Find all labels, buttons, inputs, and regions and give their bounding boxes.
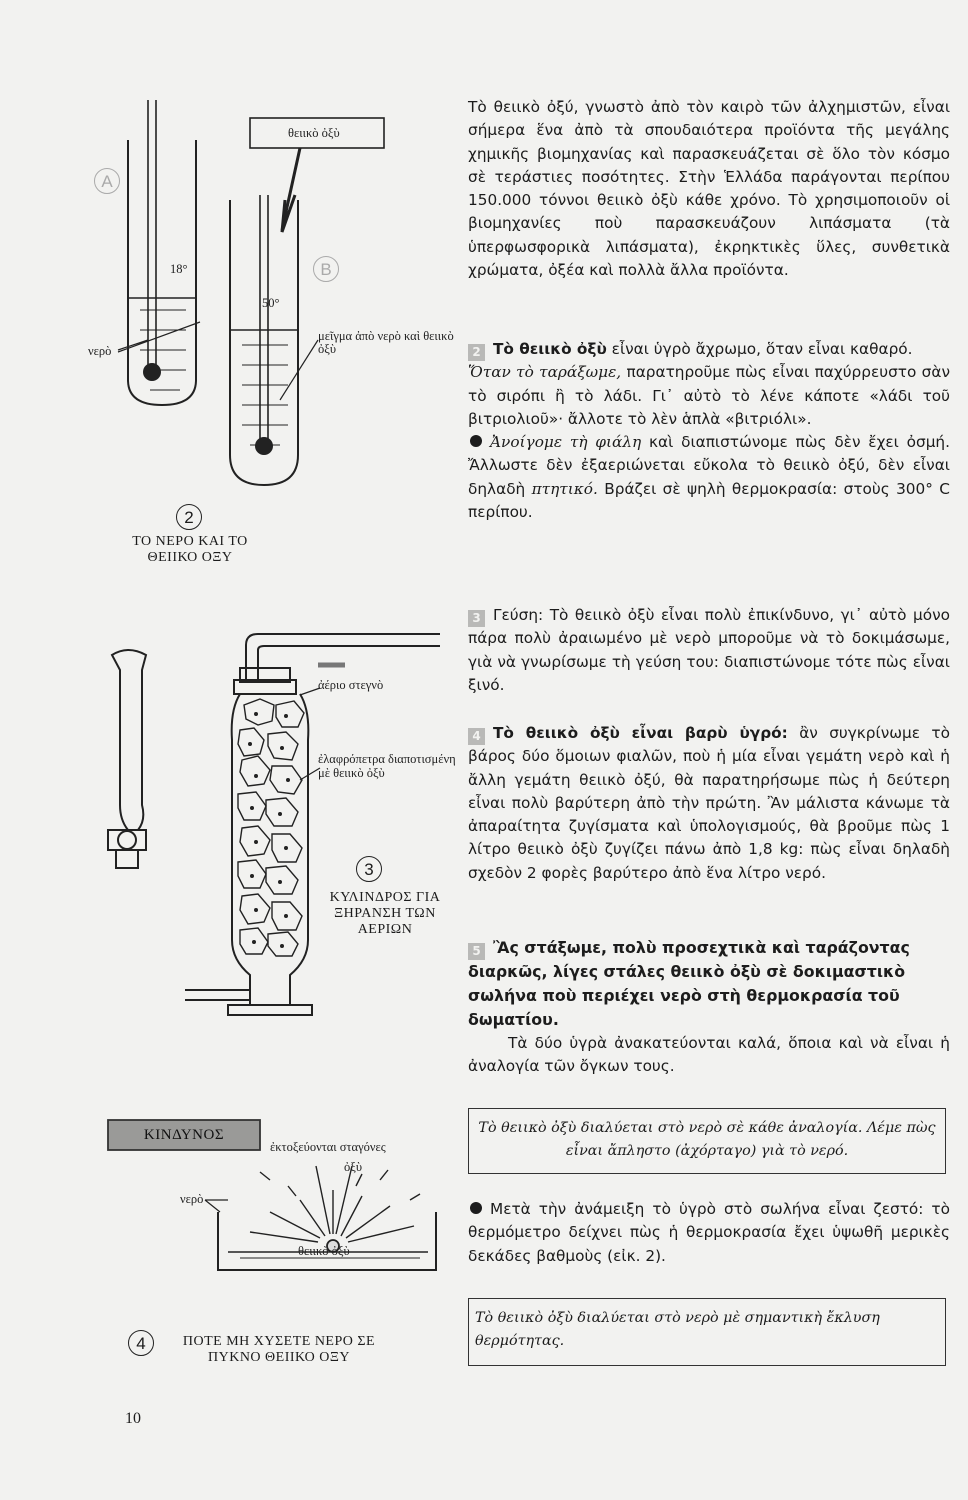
fig2-acid-label: θειικὸ ὀξὺ (288, 126, 340, 140)
fig2-mixture-label: μεῖγμα ἀπὸ νερὸ καὶ θειικὸ ὀξὺ (318, 329, 454, 356)
figure-3-drawing (108, 634, 440, 1015)
fig2-temp-a: 18° (170, 262, 188, 276)
danger-label: ΚΙΝΔΥΝΟΣ (143, 1127, 225, 1143)
note-box-1: Τὸ θειικὸ ὀξὺ διαλύεται στὸ νερὸ σὲ κάθε ἀναλογία. Λέμε πὼς εἶναι ἄπληστο (ἀχόρταγο) γιὰ τὸ νερό. (468, 1108, 946, 1174)
fig3-pumice-label: ἐλαφρόπετρα διαποτισμένη μὲ θειικὸ ὀξὺ (318, 752, 456, 780)
fig2-marker-b: B (313, 256, 339, 282)
fig3-number: 3 (356, 856, 382, 882)
intro-paragraph: Τὸ θειικὸ ὀξύ, γνωστὸ ἀπὸ τὸν καιρὸ τῶν ἀλχημιστῶν, εἶναι σήμερα ἕνα ἀπὸ τὰ σπουδαιότερα προϊόντα τῆς μεγάλης χημικῆς βιομηχανίας καὶ παρασκευάζεται σὲ ὅλο τὸν κόσμο σὲ τεράστιες ποσότητες. Στὴν Ἑλλάδα παράγονται περίπου 150.000 τόννοι θειικὸ ὀξὺ κάθε χρόνο. Τὸ χρησιμοποιοῦν οἱ βιομηχανίες ποὺ παρασκευάζουν λιπάσματα (τὰ ὑπερφωσφορικὰ λιπάσματα), ἐκρηκτικὲς ὕλες, συνθετικὰ χρώματα, ὀξέα καὶ πολλὰ ἄλλα προϊόντα. (468, 98, 950, 280)
section-5: 5 Ἂς στάξωμε, πολὺ προσεχτικὰ καὶ ταράζοντας διαρκῶς, λίγες στάλες θειικὸ ὀξὺ σὲ δοκιμαστικὸ σωλήνα ποὺ περιέχει νερὸ στὴ θερμοκρασία τοῦ δωματίου. Τὰ δύο ὑγρὰ ἀνακατεύονται καλά, ὅποια καὶ νὰ εἶναι ἡ ἀναλογία τῶν ὄγκων τους. (468, 938, 950, 1076)
fig2-number: 2 (176, 504, 202, 530)
fig2-water-label: νερὸ (88, 344, 112, 358)
fig2-caption: ΤΟ ΝΕΡΟ ΚΑΙ ΤΟ ΘΕΙΙΚΟ ΟΞΥ (132, 534, 248, 565)
note-box-2: Τὸ θειικὸ ὀξὺ διαλύεται στὸ νερὸ μὲ σημαντικὴ ἔκλυση θερμότητας. (468, 1298, 946, 1366)
fig3-dry-air-label: ἀέριο στεγνὸ (318, 678, 384, 692)
bullet-icon (470, 435, 482, 447)
page-number: 10 (125, 1410, 141, 1427)
fig4-acid-label: θειικὸ ὀξὺ (298, 1244, 350, 1258)
section-4: 4 Τὸ θειικὸ ὀξὺ εἶναι βαρὺ ὑγρό: ἂν συγκρίνωμε τὸ βάρος δύο ὅμοιων φιαλῶν, ποὺ ἡ μία εἶναι γεμάτη νερὸ καὶ ἡ ἄλλη γεμάτη θειικὸ ὀξύ, θὰ παρατηρήσωμε πὼς ἡ δεύτερη εἶναι πολὺ βαρύτερη ἀπὸ τὴν πρώτη. Ἂν μάλιστα κάνωμε τὰ ἀπαραίτητα ζυγίσματα καὶ ὑπολογισμούς, θὰ βροῦμε πὼς 1 λίτρο θειικὸ ὀξὺ ζυγίζει πάνω ἀπὸ 1,8 kg: πὼς εἶναι δηλαδὴ σχεδὸν 2 φορὲς βαρύτερο ἀπὸ ἕνα λίτρο νερό. (468, 724, 950, 882)
bullet-icon (470, 1202, 482, 1214)
fig4-drops-label: ἐκτοξεύονται σταγόνες (270, 1140, 386, 1154)
after-mix-paragraph: Μετὰ τὴν ἀνάμειξη τὸ ὑγρὸ στὸ σωλήνα εἶναι ζεστό: τὸ θερμόμετρο δείχνει πὼς ἡ θερμοκρασία ἔχει ὑψωθῆ μερικὲς δεκάδες βαθμοὺς (εἰκ. 2). (468, 1200, 950, 1265)
section-4-number: 4 (468, 728, 485, 745)
section-3-number: 3 (468, 610, 485, 627)
fig2-temp-b: 50° (262, 296, 280, 310)
section-5-heading: Ἂς στάξωμε, πολὺ προσεχτικὰ καὶ ταράζοντας διαρκῶς, λίγες στάλες θειικὸ ὀξὺ σὲ δοκιμαστικὸ σωλήνα ποὺ περιέχει νερὸ στὴ θερμοκρασία τοῦ δωματίου. (468, 938, 910, 1029)
fig4-water-label: νερὸ (180, 1192, 204, 1206)
fig4-acid-drops-label: ὀξὺ (344, 1160, 363, 1174)
section-2: 2 Τὸ θειικὸ ὀξὺ εἶναι ὑγρὸ ἄχρωμο, ὅταν εἶναι καθαρό. Ὅταν τὸ ταράξωμε, παρατηροῦμε πὼς εἶναι παχύρρευστο σὰν τὸ σιρόπι ἢ τὸ λάδι. Γι᾽ αὐτὸ τὸ λένε κάποτε «λάδι τοῦ βιτριολιοῦ»· ἄλλοτε τὸ λὲν ἁπλὰ «βιτριόλι». Ἀνοίγομε τὴ φιάλη καὶ διαπιστώνομε πὼς δὲν ἔχει ὀσμή. Ἄλλωστε δὲν ἐξαεριώνεται εὔκολα τὸ θειικὸ ὀξύ, δὲν εἶναι δηλαδὴ πτητικό. Βράζει σὲ ψηλὴ θερμοκρασία: στοὺς 300° C περίπου. (468, 340, 950, 522)
section-5-number: 5 (468, 943, 485, 960)
fig2-marker-a: A (94, 168, 120, 194)
section-3: 3 Γεύση: Τὸ θειικὸ ὀξὺ εἶναι πολὺ ἐπικίνδυνο, γι᾽ αὐτὸ μόνο πάρα πολὺ ἀραιωμένο μὲ νερὸ μποροῦμε νὰ τὸ δοκιμάσωμε, γιὰ νὰ γνωρίσωμε τὴ γεύση του: διαπιστώνομε τότε πὼς εἶναι ξινό. (468, 606, 950, 694)
section-2-heading: Τὸ θειικὸ ὀξὺ (493, 340, 607, 358)
section-3-heading: Γεύση: (493, 606, 544, 624)
fig3-caption: ΚΥΛΙΝΔΡΟΣ ΓΙΑ ΞΗΡΑΝΣΗ ΤΩΝ ΑΕΡΙΩΝ (329, 890, 441, 937)
section-4-heading: Τὸ θειικὸ ὀξὺ εἶναι βαρὺ ὑγρό: (493, 724, 788, 742)
fig4-number: 4 (128, 1330, 154, 1356)
section-2-number: 2 (468, 344, 485, 361)
figure-2-drawing (118, 100, 384, 485)
fig4-caption: ΠΟΤΕ ΜΗ ΧΥΣΕΤΕ ΝΕΡΟ ΣΕ ΠΥΚΝΟ ΘΕΙΙΚΟ ΟΞΥ (182, 1334, 376, 1365)
